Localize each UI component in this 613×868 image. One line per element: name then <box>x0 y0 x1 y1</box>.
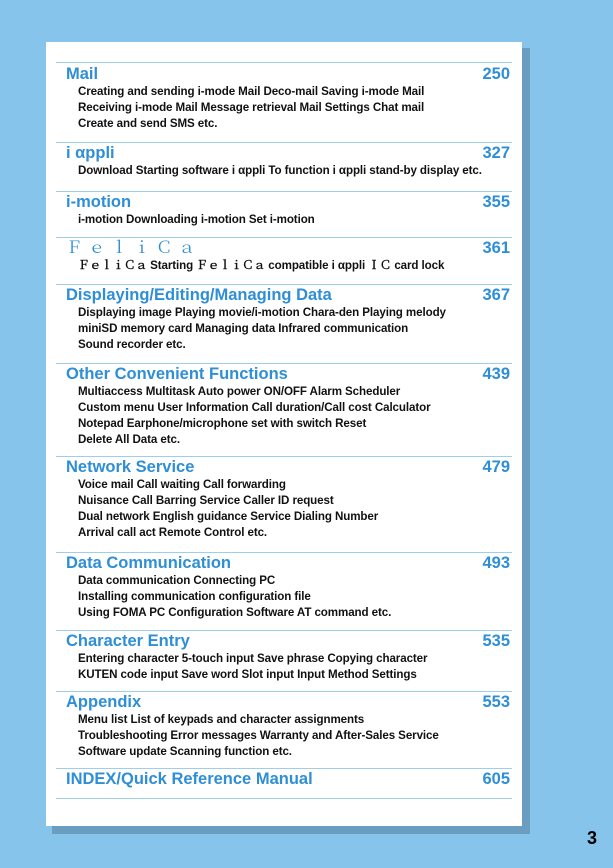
section-topics <box>66 84 510 132</box>
section-topics <box>66 477 510 541</box>
topic-line: ＦｅｌｉＣａ Starting ＦｅｌｉＣａ compatible i αppli ＩＣ card lock <box>78 259 445 272</box>
section-heading[interactable] <box>66 553 510 573</box>
section-title: Network Service <box>66 458 195 476</box>
section-heading[interactable] <box>66 364 510 384</box>
section-title: Character Entry <box>66 632 190 650</box>
section-title: INDEX/Quick Reference Manual <box>66 770 313 788</box>
toc-section <box>56 64 512 143</box>
section-topics <box>66 384 510 448</box>
section-title: Data Communication <box>66 554 232 572</box>
section-topics <box>66 258 510 274</box>
topic-line: Delete All Data etc. <box>78 433 180 446</box>
section-heading[interactable] <box>66 457 510 477</box>
section-topics <box>66 651 510 683</box>
top-divider <box>56 62 512 63</box>
topic-line: Nuisance Call Barring Service Caller ID request <box>78 494 334 507</box>
topic-line: KUTEN code input Save word Slot input Input Method Settings <box>78 668 417 681</box>
topic-line: Voice mail Call waiting Call forwarding <box>78 478 286 491</box>
section-page-number: 250 <box>482 65 510 83</box>
topic-line: Entering character 5-touch input Save phrase Copying character <box>78 652 428 665</box>
section-title: i αppli <box>66 144 115 162</box>
toc-section <box>56 192 512 238</box>
section-heading[interactable] <box>66 192 510 212</box>
topic-line: Creating and sending i-mode Mail Deco-mail Saving i-mode Mail <box>78 85 425 98</box>
section-page-number: 355 <box>482 193 510 211</box>
section-page-number: 605 <box>482 770 510 788</box>
topic-line: Custom menu User Information Call duration/Call cost Calculator <box>78 401 431 414</box>
section-topics <box>66 212 510 228</box>
section-page-number: 553 <box>482 693 510 711</box>
toc-section <box>56 553 512 631</box>
section-title: Mail <box>66 65 99 83</box>
section-title: i-motion <box>66 193 132 211</box>
topic-line: miniSD memory card Managing data Infrared communication <box>78 322 409 335</box>
topic-line: Software update Scanning function etc. <box>78 745 292 758</box>
section-topics <box>66 712 510 760</box>
topic-line: Create and send SMS etc. <box>78 117 218 130</box>
topic-line: Dual network English guidance Service Dialing Number <box>78 510 379 523</box>
topic-line: Data communication Connecting PC <box>78 574 276 587</box>
toc-section <box>56 364 512 457</box>
topic-line: Sound recorder etc. <box>78 338 186 351</box>
section-page-number: 367 <box>482 286 510 304</box>
section-page-number: 479 <box>482 458 510 476</box>
section-page-number: 439 <box>482 365 510 383</box>
section-heading[interactable] <box>66 143 510 163</box>
section-topics <box>66 573 510 621</box>
section-title: Appendix <box>66 693 142 711</box>
section-heading[interactable] <box>66 769 510 789</box>
topic-line: Displaying image Playing movie/i-motion Chara-den Playing melody <box>78 306 446 319</box>
section-topics <box>66 163 510 179</box>
section-title: Displaying/Editing/Managing Data <box>66 286 332 304</box>
toc-section <box>56 143 512 192</box>
topic-line: i-motion Downloading i-motion Set i-motion <box>78 213 315 226</box>
topic-line: Troubleshooting Error messages Warranty and After-Sales Service <box>78 729 439 742</box>
topic-line: Download Starting software i αppli To function i αppli stand-by display etc. <box>78 164 482 177</box>
section-title: ＦｅｌｉＣａ <box>66 239 201 257</box>
toc-section <box>56 692 512 769</box>
section-heading[interactable] <box>66 64 510 84</box>
toc-section <box>56 238 512 285</box>
section-page-number: 361 <box>482 239 510 257</box>
topic-line: Menu list List of keypads and character assignments <box>78 713 365 726</box>
toc-section <box>56 285 512 364</box>
toc-section <box>56 457 512 553</box>
section-heading[interactable] <box>66 285 510 305</box>
section-page-number: 493 <box>482 554 510 572</box>
section-page-number: 327 <box>482 144 510 162</box>
toc-section <box>56 631 512 692</box>
topic-line: Using FOMA PC Configuration Software AT command etc. <box>78 606 392 619</box>
section-heading[interactable] <box>66 692 510 712</box>
topic-line: Installing communication configuration file <box>78 590 311 603</box>
section-heading[interactable] <box>66 238 510 258</box>
page-number: 3 <box>586 828 597 848</box>
section-page-number: 535 <box>482 632 510 650</box>
topic-line: Arrival call act Remote Control etc. <box>78 526 268 539</box>
section-title: Other Convenient Functions <box>66 365 288 383</box>
topic-line: Receiving i-mode Mail Message retrieval Mail Settings Chat mail <box>78 101 425 114</box>
section-topics <box>66 305 510 353</box>
topic-line: Notepad Earphone/microphone set with switch Reset <box>78 417 367 430</box>
section-heading[interactable] <box>66 631 510 651</box>
topic-line: Multiaccess Multitask Auto power ON/OFF Alarm Scheduler <box>78 385 401 398</box>
toc-section <box>56 769 512 799</box>
contents-page <box>46 42 522 826</box>
